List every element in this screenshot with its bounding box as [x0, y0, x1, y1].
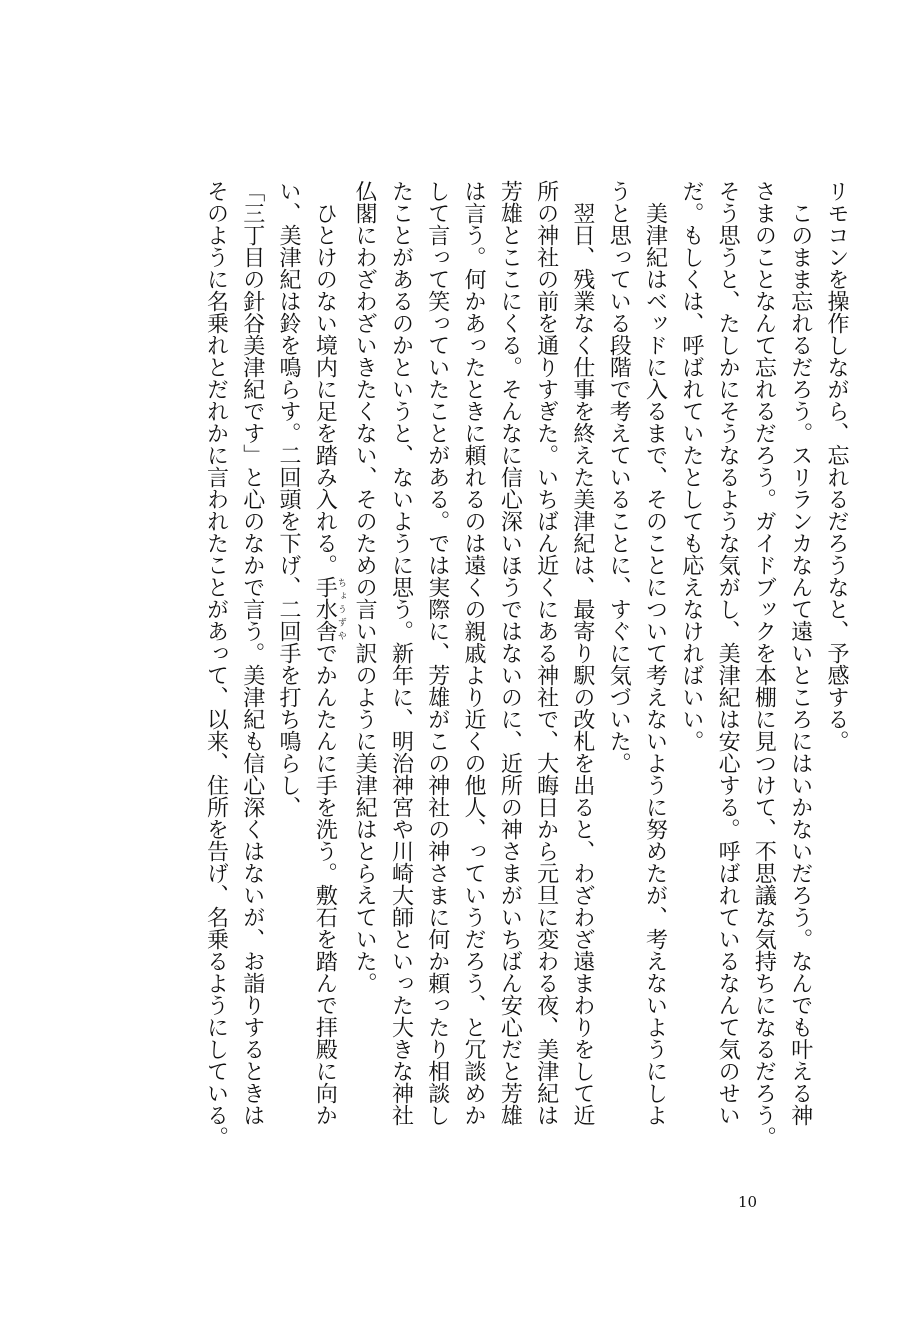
text-line: さまのことなんて忘れるだろう。ガイドブックを本棚に見つけて、不思議な気持ちになるだろう。: [751, 180, 777, 1148]
text-line: たことがあるのかというと、ないように思う。新年に、明治神宮や川崎大師といった大きな神社: [388, 180, 414, 1126]
ruby-word: 手水舎ちょうずや: [312, 576, 346, 642]
text-line: ひとけのない境内に足を踏み入れる。手水舎ちょうずやでかんたんに手を洗う。敷石を踏んで拝殿に向か: [312, 180, 346, 1126]
text-line: 所の神社の前を通りすぎた。いちばん近くにある神社で、大晦日から元旦に変わる夜、美津紀は: [533, 180, 559, 1126]
text-line: だ。もしくは、呼ばれていたとしても応えなければいい。: [678, 180, 704, 752]
vertical-text-block: [197, 180, 854, 1148]
text-line: うと思っている段階で考えていることに、すぐに気づいた。: [606, 180, 632, 774]
text-line: 翌日、残業なく仕事を終えた美津紀は、最寄り駅の改札を出ると、わざわざ遠まわりをして近: [569, 180, 595, 1126]
text-line: 美津紀はベッドに入るまで、そのことについて考えないように努めたが、考えないようにしよ: [642, 180, 668, 1126]
text-line: そのように名乗れとだれかに言われたことがあって、以来、住所を告げ、名乗るようにしている。: [203, 180, 229, 1148]
text-line: 仏閣にわざわざいきたくない、そのための言い訳のように美津紀はとらえていた。: [352, 180, 378, 994]
text-line: は言う。何かあったときに頼れるのは遠くの親戚より近くの他人、っていうだろう、と冗談めか: [461, 180, 487, 1126]
text-line: リモコンを操作しながら、忘れるだろうなと、予感する。: [824, 180, 849, 752]
text-line: そう思うと、たしかにそうなるような気がし、美津紀は安心する。呼ばれているなんて気のせい: [715, 180, 741, 1126]
text-line: 「三丁目の針谷美津紀です」と心のなかで言う。美津紀も信心深くはないが、お詣りするときは: [239, 180, 265, 1126]
text-line: い、美津紀は鈴を鳴らす。二回頭を下げ、二回手を打ち鳴らし、: [276, 180, 302, 818]
text-line: このまま忘れるだろう。スリランカなんて遠いところにはいかないだろう。なんでも叶える神: [787, 180, 813, 1126]
text-line: して言って笑っていたことがある。では実際に、芳雄がこの神社の神さまに何か頼ったり相談し: [424, 180, 450, 1126]
text-line: 芳雄とここにくる。そんなに信心深いほうではないのに、近所の神さまがいちばん安心だと芳雄: [497, 180, 523, 1126]
page-number: 10: [738, 1193, 758, 1211]
ruby-reading: ちょうずや: [335, 576, 346, 642]
